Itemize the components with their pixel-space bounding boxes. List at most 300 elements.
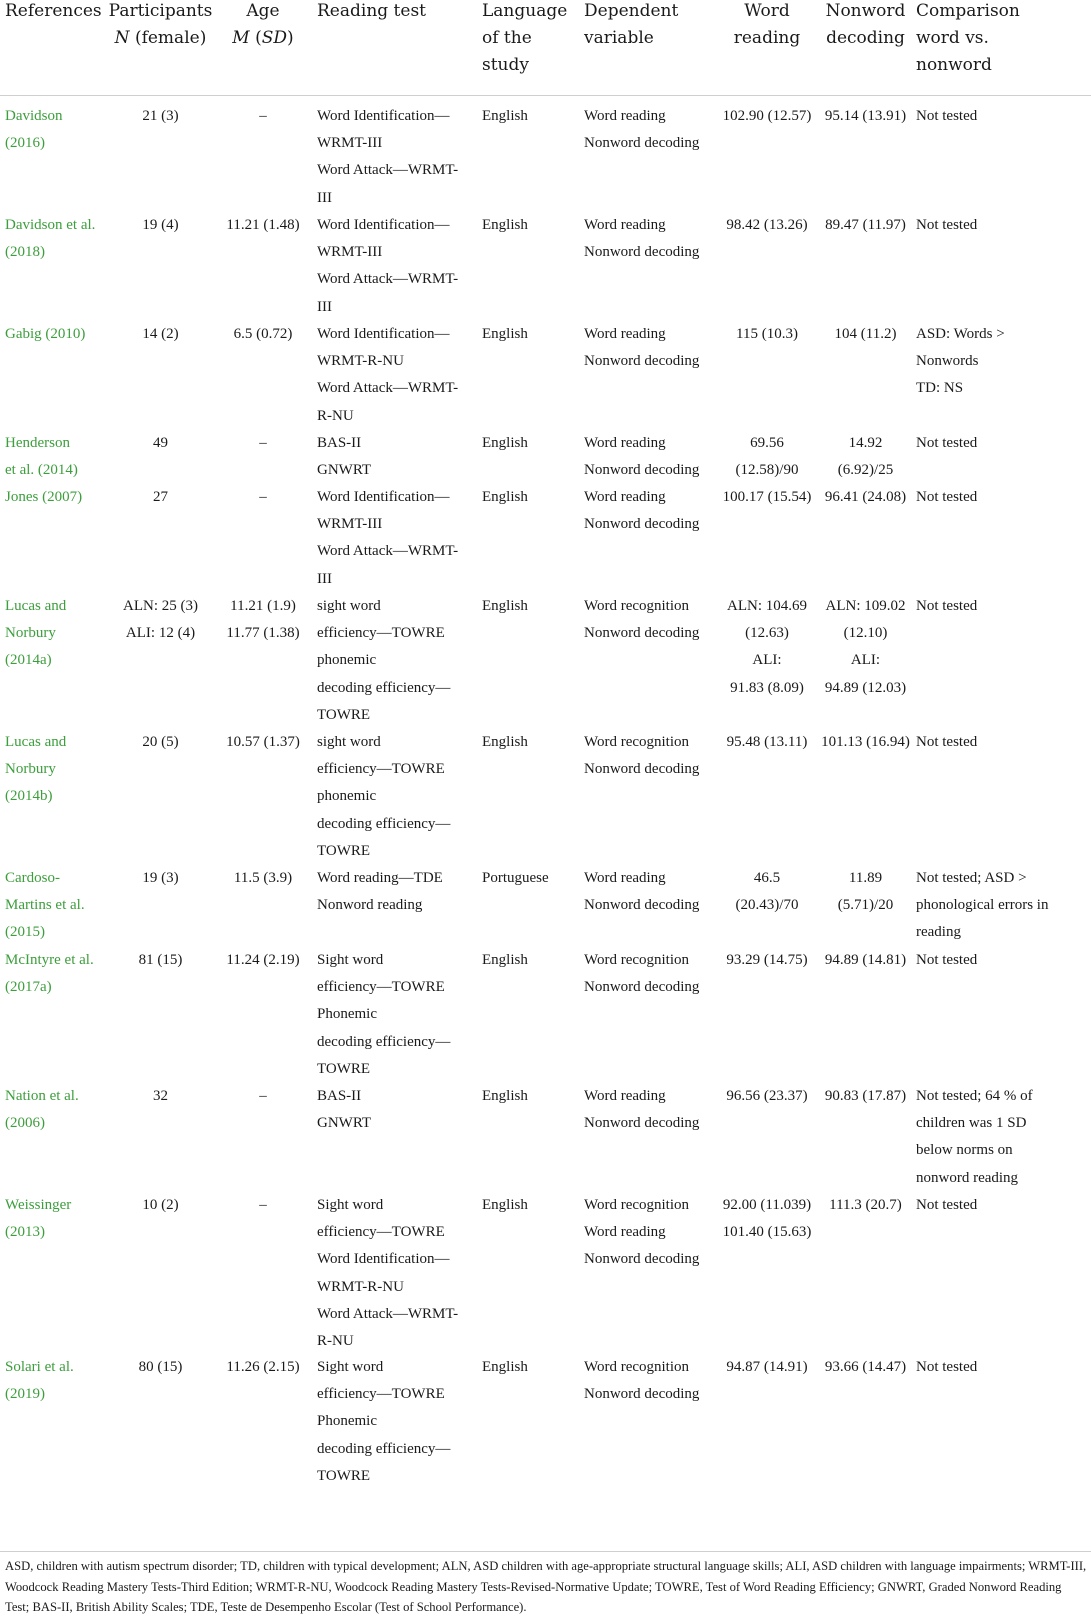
cell-line: Solari et al. <box>5 1359 74 1375</box>
cell-participants <box>108 593 213 647</box>
cell-line: ALI: <box>850 652 881 669</box>
cell-language <box>482 321 582 348</box>
cell-line: Davidson et al. <box>5 217 96 233</box>
header-line: Comparison <box>916 1 1020 21</box>
cell-line: (2006) <box>5 1115 45 1132</box>
cell-line: 11.24 (2.19) <box>226 952 300 968</box>
cell-line: English <box>482 952 528 968</box>
cell-word <box>718 729 816 756</box>
cell-line: below norms on <box>916 1142 1013 1159</box>
cell-line: decoding efficiency— <box>317 679 451 696</box>
cell-line: Weissinger <box>5 1197 72 1213</box>
cell-line: R-NU <box>317 1333 354 1350</box>
cell-line: Nonword reading <box>317 897 423 914</box>
cell-line: Norbury <box>5 625 56 642</box>
cell-line: 93.66 (14.47) <box>824 1359 907 1375</box>
header-divider <box>0 95 1091 96</box>
cell-line: Lucas and <box>5 734 67 750</box>
cell-line: English <box>482 326 528 342</box>
cell-line: ALN: 104.69 <box>727 598 807 614</box>
cell-line: efficiency—TOWRE <box>317 1386 445 1403</box>
cell-line: 27 <box>153 489 168 505</box>
cell-line: Nonword decoding <box>584 462 700 479</box>
cell-nonword <box>818 484 913 511</box>
cell-participants <box>108 729 213 756</box>
cell-dependent <box>584 593 719 647</box>
cell-reference[interactable] <box>5 947 105 1001</box>
cell-dependent <box>584 1083 719 1137</box>
cell-reference[interactable] <box>5 729 105 811</box>
cell-line: (20.43)/70 <box>735 897 799 914</box>
cell-line: WRMT-III <box>317 516 383 533</box>
cell-line: reading <box>916 924 961 941</box>
cell-line: 20 (5) <box>142 734 179 750</box>
cell-line: 96.41 (24.08) <box>824 489 907 505</box>
cell-line: Word reading—TDE <box>317 870 443 886</box>
cell-language <box>482 484 582 511</box>
cell-line: ALI: <box>752 652 782 669</box>
cell-line: decoding efficiency— <box>317 815 451 832</box>
cell-line: Nonword decoding <box>584 516 700 533</box>
cell-line: Lucas and <box>5 598 67 614</box>
cell-line: WRMT-R-NU <box>317 1278 404 1295</box>
header-reading-test <box>317 0 477 25</box>
cell-line: McIntyre et al. <box>5 952 94 968</box>
cell-line: Martins et al. <box>5 897 85 914</box>
cell-line: 115 (10.3) <box>736 326 798 342</box>
cell-line: Word Attack—WRMT- <box>317 380 459 397</box>
cell-line: Word Attack—WRMT- <box>317 162 459 179</box>
table-footnote: ASD, children with autism spectrum disorder; TD, children with typical development; ALN, ASD children with age-appropriate structural language skills; ALI, ASD children with language impairments; WRMT-III, Woodcock Reading Mastery Tests-Third Edition; WRMT-R-NU, Woodcock Reading Mastery Tests-Revised-Normative Update; TOWRE, Test of Word Reading Efficiency; GNWRT, Graded Nonword Reading Test; BAS-II, British Ability Scales; TDE, Teste de Desempenho Escolar (Test of School Performance). <box>5 1559 1087 1614</box>
cell-comparison <box>916 212 1088 239</box>
cell-reading-test <box>317 430 477 484</box>
cell-line: Sight word <box>317 952 384 968</box>
cell-line: TOWRE <box>317 706 371 723</box>
cell-line: 14 (2) <box>142 326 179 342</box>
header-word <box>718 0 816 52</box>
cell-line: Not tested <box>916 435 978 451</box>
cell-nonword <box>818 729 913 756</box>
cell-comparison <box>916 321 1088 403</box>
header-references <box>5 0 105 25</box>
cell-reference[interactable] <box>5 484 105 511</box>
cell-line: efficiency—TOWRE <box>317 761 445 778</box>
cell-age <box>213 593 313 647</box>
cell-nonword <box>818 1192 913 1219</box>
cell-reading-test <box>317 947 477 1083</box>
cell-reading-test <box>317 729 477 865</box>
header-line: study <box>482 55 529 75</box>
cell-line: Word recognition <box>584 734 690 750</box>
cell-line: – <box>259 1088 267 1104</box>
cell-line: Nonword decoding <box>584 897 700 914</box>
cell-dependent <box>584 947 719 1001</box>
cell-line: phonemic <box>317 788 377 805</box>
cell-comparison <box>916 1354 1088 1381</box>
cell-comparison <box>916 430 1088 457</box>
cell-line: Not tested <box>916 489 978 505</box>
cell-line: 93.29 (14.75) <box>726 952 808 968</box>
cell-line: Word reading <box>584 326 666 342</box>
cell-line: 11.5 (3.9) <box>233 870 293 886</box>
cell-line: 14.92 <box>848 435 883 451</box>
header-line: Participants <box>108 1 213 21</box>
cell-reference[interactable] <box>5 212 105 266</box>
cell-dependent <box>584 484 719 538</box>
header-age <box>213 0 313 52</box>
cell-dependent <box>584 321 719 375</box>
cell-line: Not tested <box>916 217 978 233</box>
cell-line: Word Attack—WRMT- <box>317 271 459 288</box>
cell-age <box>213 321 313 348</box>
cell-reference[interactable] <box>5 1354 105 1408</box>
cell-reading-test <box>317 212 477 321</box>
cell-line: Word Identification— <box>317 217 450 233</box>
cell-line: efficiency—TOWRE <box>317 1224 445 1241</box>
cell-word <box>718 103 816 130</box>
cell-line: III <box>317 189 332 206</box>
cell-line: 11.26 (2.15) <box>226 1359 300 1375</box>
cell-line: Cardoso- <box>5 870 60 886</box>
cell-age <box>213 103 313 130</box>
cell-line: Word recognition <box>584 598 690 614</box>
cell-line: Word reading <box>584 1088 666 1104</box>
cell-line: 81 (15) <box>138 952 183 968</box>
cell-line: Not tested; ASD > <box>916 870 1027 886</box>
cell-line: 102.90 (12.57) <box>722 108 812 124</box>
cell-line: 80 (15) <box>138 1359 183 1375</box>
cell-line: sight word <box>317 734 381 750</box>
cell-line: R-NU <box>317 407 354 424</box>
cell-line: – <box>259 489 267 505</box>
cell-line: decoding efficiency— <box>317 1033 451 1050</box>
cell-language <box>482 103 582 130</box>
cell-line: (2014b) <box>5 788 53 805</box>
cell-line: English <box>482 217 528 233</box>
cell-language <box>482 593 582 620</box>
header-line: References <box>5 1 102 21</box>
cell-line: (2014a) <box>5 652 52 669</box>
cell-comparison <box>916 947 1088 974</box>
cell-line: (5.71)/20 <box>837 897 894 914</box>
cell-age <box>213 212 313 239</box>
cell-line: Word recognition <box>584 1359 690 1375</box>
cell-line: Word reading <box>584 870 666 886</box>
header-line: Reading test <box>317 1 426 21</box>
cell-reference[interactable] <box>5 593 105 675</box>
cell-line: 11.77 (1.38) <box>226 625 300 642</box>
cell-age <box>213 1354 313 1381</box>
cell-reference[interactable] <box>5 1192 105 1246</box>
cell-line: Not tested <box>916 1359 978 1375</box>
cell-line: 94.89 (12.03) <box>824 679 907 696</box>
cell-line: WRMT-R-NU <box>317 353 404 370</box>
cell-line: Nonword decoding <box>584 979 700 996</box>
header-line: Age <box>246 1 280 21</box>
cell-line: Not tested; 64 % of <box>916 1088 1033 1104</box>
cell-word <box>718 430 816 484</box>
cell-line: Not tested <box>916 734 978 750</box>
cell-line: 46.5 <box>753 870 781 886</box>
header-line: variable <box>584 28 654 48</box>
cell-line: phonemic <box>317 652 377 669</box>
cell-participants <box>108 484 213 511</box>
cell-line: (6.92)/25 <box>837 462 894 479</box>
cell-line: Phonemic <box>317 1413 377 1430</box>
cell-dependent <box>584 1192 719 1274</box>
cell-comparison <box>916 484 1088 511</box>
cell-dependent <box>584 103 719 157</box>
cell-line: Nonword decoding <box>584 1115 700 1132</box>
cell-line: Nonword decoding <box>584 135 700 152</box>
header-comparison <box>916 0 1088 79</box>
cell-line: phonological errors in <box>916 897 1049 914</box>
cell-line: 94.87 (14.91) <box>726 1359 808 1375</box>
cell-line: et al. (2014) <box>5 462 78 479</box>
cell-reference[interactable] <box>5 321 105 348</box>
cell-line: BAS-II <box>317 435 362 451</box>
cell-line: 19 (3) <box>142 870 179 886</box>
cell-line: 11.21 (1.48) <box>226 217 300 233</box>
cell-word <box>718 947 816 974</box>
cell-line: Word recognition <box>584 952 690 968</box>
table-header <box>0 0 1091 96</box>
cell-reading-test <box>317 103 477 212</box>
cell-reference[interactable] <box>5 430 105 484</box>
cell-line: Not tested <box>916 598 978 614</box>
cell-nonword <box>818 947 913 974</box>
cell-line: TD: NS <box>916 380 964 397</box>
cell-line: 95.14 (13.91) <box>824 108 907 124</box>
cell-age <box>213 1192 313 1219</box>
cell-line: Nonword decoding <box>584 761 700 778</box>
cell-line: (2013) <box>5 1224 45 1241</box>
cell-word <box>718 1354 816 1381</box>
cell-line: 10.57 (1.37) <box>226 734 300 750</box>
cell-reading-test <box>317 593 477 729</box>
cell-age <box>213 947 313 974</box>
cell-line: ALN: 25 (3) <box>123 598 198 614</box>
cell-line: – <box>259 435 267 451</box>
cell-line: 32 <box>153 1088 168 1104</box>
cell-nonword <box>818 430 913 484</box>
cell-line: TOWRE <box>317 1060 371 1077</box>
cell-line: 11.21 (1.9) <box>230 598 296 614</box>
cell-line: Word Attack—WRMT- <box>317 1305 459 1322</box>
cell-language <box>482 947 582 974</box>
cell-participants <box>108 212 213 239</box>
cell-line: Nonword decoding <box>584 625 700 642</box>
cell-comparison <box>916 865 1088 947</box>
cell-dependent <box>584 865 719 919</box>
cell-line: 111.3 (20.7) <box>829 1197 902 1213</box>
cell-line: efficiency—TOWRE <box>317 979 445 996</box>
cell-line: Word reading <box>584 435 666 451</box>
cell-language <box>482 1354 582 1381</box>
cell-line: 91.83 (8.09) <box>730 679 804 696</box>
cell-comparison <box>916 103 1088 130</box>
cell-line: BAS-II <box>317 1088 362 1104</box>
header-line: Language <box>482 1 568 21</box>
cell-line: 69.56 <box>750 435 784 451</box>
cell-reading-test <box>317 484 477 593</box>
cell-dependent <box>584 729 719 783</box>
header-line: word vs. <box>916 28 989 48</box>
cell-line: Norbury <box>5 761 56 778</box>
cell-line: decoding efficiency— <box>317 1440 451 1457</box>
header-line: Word <box>744 1 790 21</box>
cell-line: Word reading <box>584 489 666 505</box>
cell-nonword <box>818 593 913 702</box>
cell-line: 98.42 (13.26) <box>726 217 808 233</box>
cell-participants <box>108 321 213 348</box>
cell-line: (2015) <box>5 924 45 941</box>
header-participants <box>108 0 213 52</box>
cell-nonword <box>818 1354 913 1381</box>
cell-line: GNWRT <box>317 1115 372 1132</box>
cell-dependent <box>584 430 719 484</box>
cell-reference[interactable] <box>5 1083 105 1137</box>
cell-line: 11.89 <box>848 870 883 886</box>
cell-reading-test <box>317 865 477 919</box>
cell-word <box>718 484 816 511</box>
cell-line: 101.40 (15.63) <box>722 1224 812 1241</box>
cell-line: English <box>482 435 528 451</box>
cell-line: English <box>482 108 528 124</box>
cell-line: English <box>482 1359 528 1375</box>
cell-line: 96.56 (23.37) <box>726 1088 808 1104</box>
cell-line: WRMT-III <box>317 244 383 261</box>
cell-line: Word Identification— <box>317 108 450 124</box>
cell-line: 92.00 (11.039) <box>722 1197 812 1213</box>
cell-line: nonword reading <box>916 1169 1019 1186</box>
cell-nonword <box>818 212 913 239</box>
cell-comparison <box>916 593 1088 620</box>
cell-line: 104 (11.2) <box>834 326 897 342</box>
cell-line: Nation et al. <box>5 1088 79 1104</box>
cell-line: English <box>482 598 528 614</box>
cell-dependent <box>584 1354 719 1408</box>
cell-line: Nonword decoding <box>584 1251 700 1268</box>
cell-participants <box>108 1083 213 1110</box>
cell-line: TOWRE <box>317 1467 371 1484</box>
cell-line: Nonwords <box>916 353 979 370</box>
cell-line: Not tested <box>916 952 978 968</box>
cell-line: (12.10) <box>843 625 888 642</box>
cell-reference[interactable] <box>5 865 105 947</box>
cell-line: ALI: 12 (4) <box>125 625 196 642</box>
cell-line: (2017a) <box>5 979 52 996</box>
cell-line: Word Identification— <box>317 489 450 505</box>
cell-line: Jones (2007) <box>5 489 83 505</box>
cell-line: TOWRE <box>317 842 371 859</box>
header-line: Nonword <box>825 1 906 21</box>
cell-line: Sight word <box>317 1359 384 1375</box>
cell-language <box>482 1192 582 1219</box>
header-line: reading <box>733 28 801 48</box>
cell-line: Not tested <box>916 108 978 124</box>
cell-line: (2018) <box>5 244 45 261</box>
cell-line: Henderson <box>5 435 70 451</box>
cell-nonword <box>818 103 913 130</box>
cell-language <box>482 865 582 892</box>
cell-line: 49 <box>153 435 168 451</box>
cell-line: III <box>317 570 332 587</box>
cell-line: III <box>317 298 332 315</box>
cell-reading-test <box>317 1192 477 1355</box>
cell-line: – <box>259 1197 267 1213</box>
cell-reading-test <box>317 1083 477 1137</box>
cell-line: Portuguese <box>482 870 549 886</box>
cell-line: English <box>482 734 528 750</box>
cell-line: (2016) <box>5 135 45 152</box>
cell-reference[interactable] <box>5 103 105 157</box>
cell-line: (12.58)/90 <box>735 462 799 479</box>
cell-line: Word reading <box>584 1224 666 1241</box>
cell-line: Sight word <box>317 1197 384 1213</box>
cell-dependent <box>584 212 719 266</box>
cell-line: 19 (4) <box>142 217 179 233</box>
cell-line: 89.47 (11.97) <box>825 217 906 233</box>
cell-line: efficiency—TOWRE <box>317 625 445 642</box>
cell-line: English <box>482 1088 528 1104</box>
cell-line: Nonword decoding <box>584 244 700 261</box>
cell-line: Word recognition <box>584 1197 690 1213</box>
cell-participants <box>108 103 213 130</box>
cell-line: sight word <box>317 598 381 614</box>
cell-participants <box>108 430 213 457</box>
cell-line: 101.13 (16.94) <box>821 734 910 750</box>
cell-line: 95.48 (13.11) <box>726 734 808 750</box>
cell-participants <box>108 1354 213 1381</box>
cell-line: WRMT-III <box>317 135 383 152</box>
cell-line: Word Identification— <box>317 326 450 342</box>
header-line: M (SD) <box>232 28 294 48</box>
header-line: Dependent <box>584 1 679 21</box>
cell-line: ALN: 109.02 <box>825 598 906 614</box>
cell-line: – <box>259 108 267 124</box>
footnote-divider <box>0 1551 1091 1552</box>
cell-line: 10 (2) <box>142 1197 179 1213</box>
cell-language <box>482 430 582 457</box>
cell-line: Gabig (2010) <box>5 326 86 342</box>
header-dependent <box>584 0 719 52</box>
cell-line: (2019) <box>5 1386 45 1403</box>
cell-line: 90.83 (17.87) <box>824 1088 907 1104</box>
cell-line: Davidson <box>5 108 63 124</box>
cell-line: Word reading <box>584 108 666 124</box>
cell-line: 6.5 (0.72) <box>233 326 293 342</box>
cell-word <box>718 321 816 348</box>
cell-reading-test <box>317 321 477 430</box>
cell-line: ASD: Words > <box>916 326 1005 342</box>
cell-age <box>213 1083 313 1110</box>
header-line: nonword <box>916 55 992 75</box>
header-line: decoding <box>826 28 905 48</box>
cell-line: Nonword decoding <box>584 353 700 370</box>
cell-line: Phonemic <box>317 1006 377 1023</box>
cell-line: Word Identification— <box>317 1251 450 1268</box>
cell-participants <box>108 1192 213 1219</box>
cell-line: English <box>482 489 528 505</box>
cell-language <box>482 729 582 756</box>
cell-age <box>213 430 313 457</box>
cell-participants <box>108 947 213 974</box>
cell-line: English <box>482 1197 528 1213</box>
header-line: N (female) <box>114 28 207 48</box>
cell-participants <box>108 865 213 892</box>
cell-language <box>482 1083 582 1110</box>
